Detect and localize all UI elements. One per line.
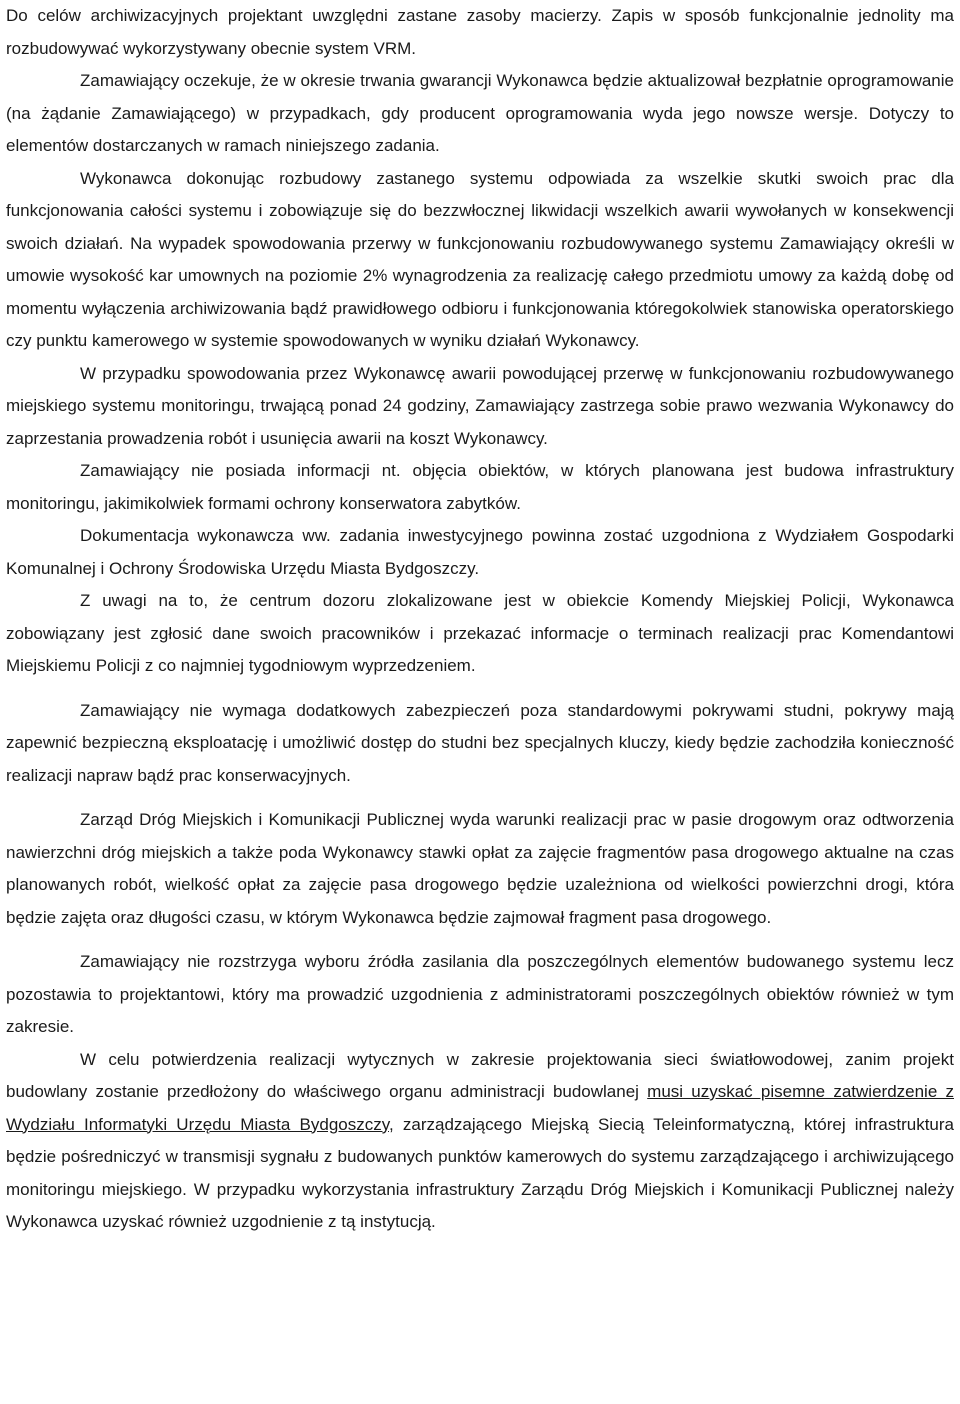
- paragraph-manhole-covers: Zamawiający nie wymaga dodatkowych zabezpieczeń poza standardowymi pokrywami studni, pokrywy mają zapewnić bezpieczną eksploatację i umożliwić dostęp do studni bez specjalnych kluczy, kiedy będzie zachodziła konieczność realizacji napraw bądź prac konserwacyjnych.: [6, 700, 954, 785]
- fiber-text-after: , zarządzającego Miejską Siecią Teleinformatyczną, której infrastruktura będzie pośredniczyć w transmisji sygnału z budowanych punktów kamerowych do systemu zarządzającego i archiwizującego monitoringu miejskiego. W przypadku wykorzystania infrastruktury Zarządu Dróg Miejskich i Komunikacji Publicznej należy Wykonawca uzyskać również uzgodnienie z tą instytucją.: [6, 1114, 954, 1231]
- paragraph-heritage-protection: Zamawiający nie posiada informacji nt. objęcia obiektów, w których planowana jest budowa infrastruktury monitoringu, jakimikolwiek formami ochrony konserwatora zabytków.: [6, 461, 954, 513]
- fiber-text-before: W celu potwierdzenia realizacji wytycznych w zakresie projektowania sieci światłowodowej, zanim projekt budowlany zostanie przedłożony do właściwego organu administracji budowlanej: [6, 1049, 954, 1101]
- paragraph-archiving: Do celów archiwizacyjnych projektant uwzględni zastane zasoby macierzy. Zapis w sposób funkcjonalnie jednolity ma rozbudowywać wykorzystywany obecnie system VRM.: [6, 6, 954, 58]
- paragraph-documentation-approval: Dokumentacja wykonawcza ww. zadania inwestycyjnego powinna zostać uzgodniona z Wydziałem Gospodarki Komunalnej i Ochrony Środowiska Urzędu Miasta Bydgoszczy.: [6, 526, 954, 578]
- paragraph-fiber-network-approval: [0, 1044, 960, 1239]
- paragraph-power-supply: Zamawiający nie rozstrzyga wyboru źródła zasilania dla poszczególnych elementów budowanego systemu lecz pozostawia to projektantowi, który ma prowadzić uzgodnienia z administratorami poszczególnych obiektów również w tym zakresie.: [6, 952, 954, 1036]
- paragraph-road-authority: Zarząd Dróg Miejskich i Komunikacji Publicznej wyda warunki realizacji prac w pasie drogowym oraz odtworzenia nawierzchni dróg miejskich a także poda Wykonawcy stawki opłat za zajęcie fragmentów pasa drogowego aktualne na czas planowanych robót, wielkość opłat za zajęcie pasa drogowego będzie uzależniona od wielkości powierzchni drogi, która będzie zajęta oraz długości czasu, w którym Wykonawca będzie zajmował fragment pasa drogowego.: [6, 810, 954, 927]
- paragraph-warranty-updates: Zamawiający oczekuje, że w okresie trwania gwarancji Wykonawca będzie aktualizował bezpłatnie oprogramowanie (na żądanie Zamawiającego) w przypadkach, gdy producent oprogramowania wyda jego nowsze wersje. Dotyczy to elementów dostarczanych w ramach niniejszego zadania.: [6, 71, 954, 155]
- fiber-text-underlined: musi uzyskać pisemne zatwierdzenie z Wydziału Informatyki Urzędu Miasta Bydgoszczy: [6, 1082, 954, 1134]
- paragraph-contractor-liability: Wykonawca dokonując rozbudowy zastanego systemu odpowiada za wszelkie skutki swoich prac dla funkcjonowania całości systemu i zobowiązuje się do bezzwłocznej likwidacji wszelkich awarii wywołanych w konsekwencji swoich działań. Na wypadek spowodowania przerwy w funkcjonowaniu rozbudowywanego systemu Zamawiający określi w umowie wysokość kar umownych na poziomie 2% wynagrodzenia za realizację całego przedmiotu umowy za każdą dobę od momentu wyłączenia archiwizowania bądź prawidłowego odbioru i funkcjonowania któregokolwiek stanowiska operatorskiego czy punktu kamerowego w systemie spowodowanych w wyniku działań Wykonawcy.: [6, 168, 954, 350]
- paragraph-failure-downtime: W przypadku spowodowania przez Wykonawcę awarii powodującej przerwę w funkcjonowaniu rozbudowywanego miejskiego systemu monitoringu, trwającą ponad 24 godziny, Zamawiający zastrzega sobie prawo wezwania Wykonawcy do zaprzestania prowadzenia robót i usunięcia awarii na koszt Wykonawcy.: [6, 363, 954, 448]
- paragraph-police-notification: Z uwagi na to, że centrum dozoru zlokalizowane jest w obiekcie Komendy Miejskiej Policji, Wykonawca zobowiązany jest zgłosić dane swoich pracowników i przekazać informacje o terminach realizacji prac Komendantowi Miejskiemu Policji z co najmniej tygodniowym wyprzedzeniem.: [6, 591, 954, 675]
